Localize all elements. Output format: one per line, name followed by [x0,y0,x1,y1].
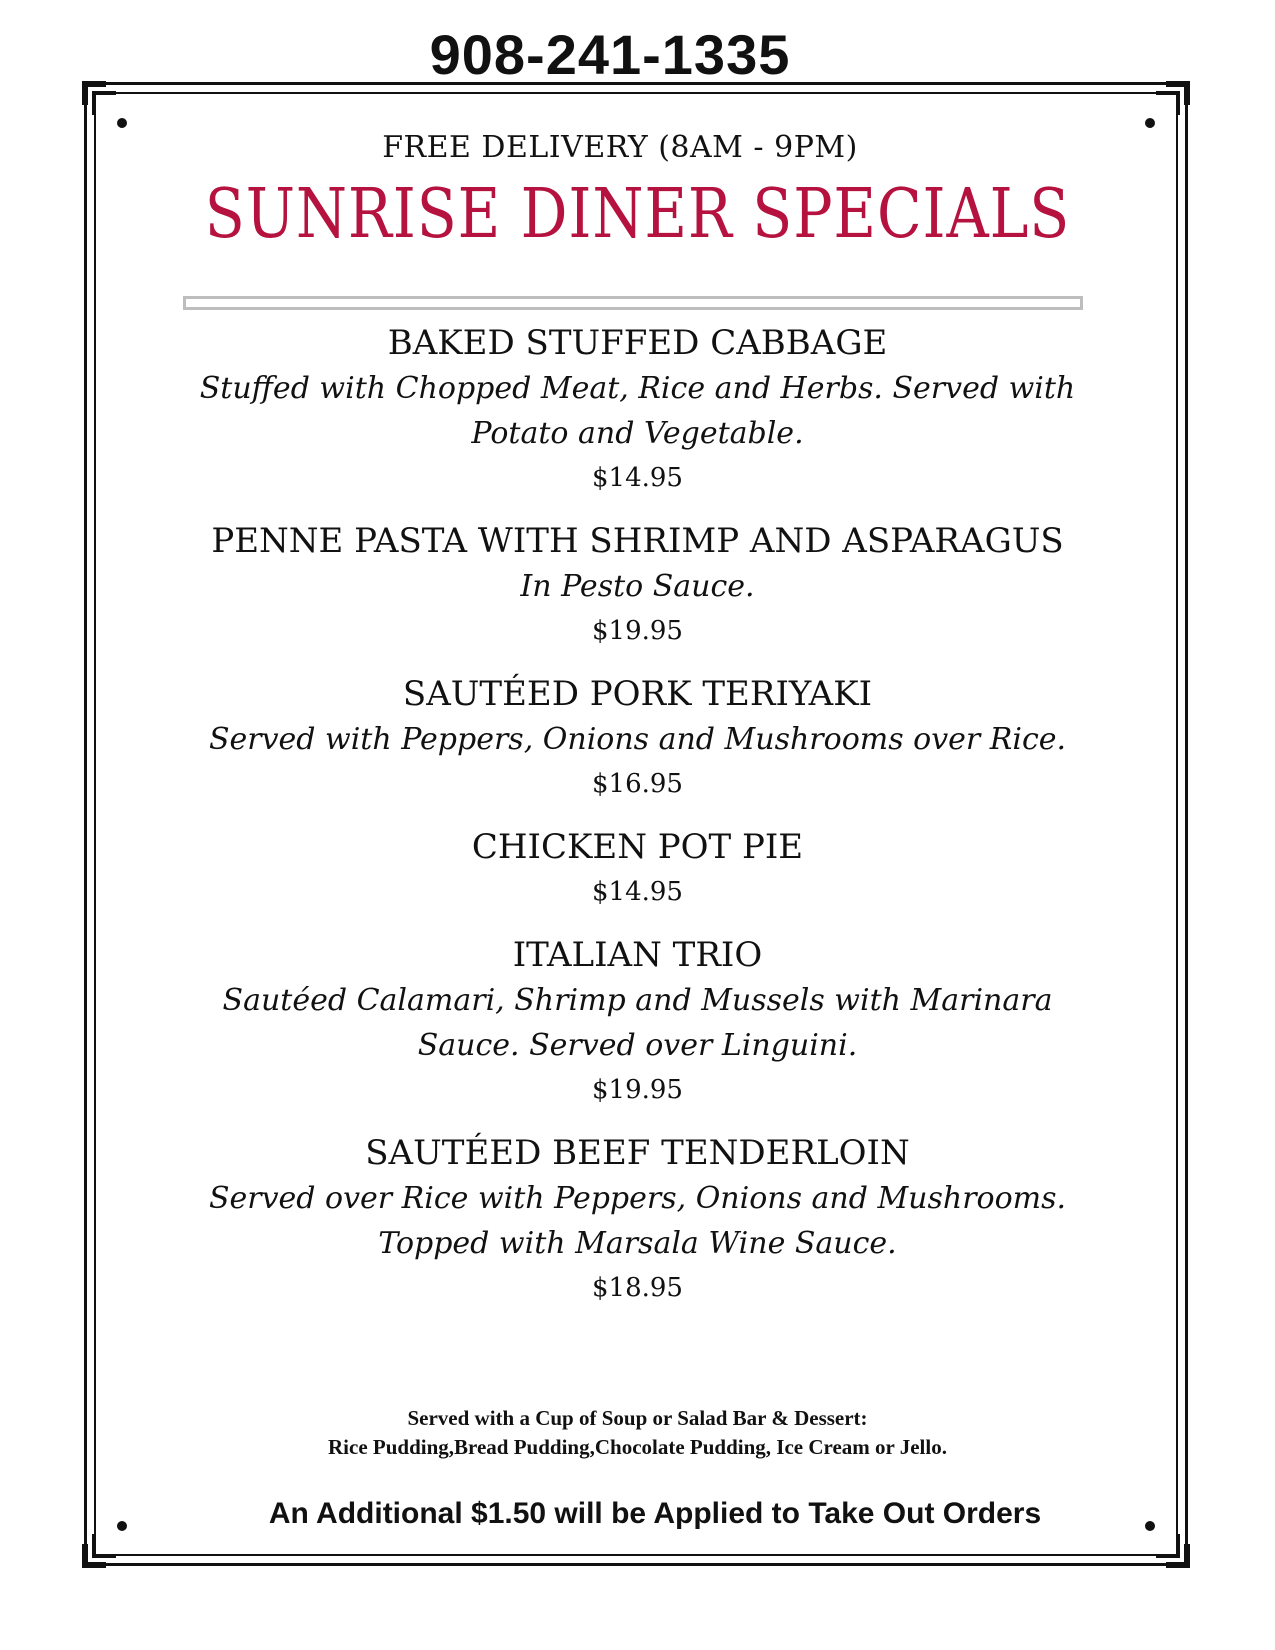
menu-item [0,932,1275,1112]
item-name: CHICKEN POT PIE [471,827,804,867]
item-description: Sautéed Calamari, Shrimp and Mussels with Marinara Sauce. Served over Linguini. [222,983,1053,1063]
menu-item [0,518,1275,653]
item-name: PENNE PASTA WITH SHRIMP AND ASPARAGUS [211,521,1064,561]
delivery-notice: FREE DELIVERY (8AM - 9PM) [382,130,858,165]
item-name: SAUTÉED BEEF TENDERLOIN [365,1133,910,1173]
item-description: In Pesto Sauce. [520,569,755,604]
item-price: $19.95 [592,1075,683,1105]
item-description: Stuffed with Chopped Meat, Rice and Herbs. Served with Potato and Vegetable. [199,371,1076,451]
menu-item [0,671,1275,806]
item-price: $19.95 [592,616,683,646]
served-with-note [0,1404,1275,1462]
item-description: Served over Rice with Peppers, Onions and Mushrooms. Topped with Marsala Wine Sauce. [208,1181,1067,1261]
page-title: SUNRISE DINER SPECIALS [204,175,1071,254]
item-name: ITALIAN TRIO [512,935,763,975]
menu-item [0,320,1275,500]
item-price: $18.95 [592,1273,683,1303]
phone-number: 908-241-1335 [429,23,791,86]
specials-list [0,320,1275,1328]
takeout-surcharge-note: An Additional $1.50 will be Applied to Take Out Orders [268,1497,1042,1530]
served-line-1: Served with a Cup of Soup or Salad Bar & Dessert: [407,1406,868,1430]
item-description: Served with Peppers, Onions and Mushrooms over Rice. [208,722,1067,757]
item-price: $16.95 [592,769,683,799]
served-line-2: Rice Pudding,Bread Pudding,Chocolate Pudding, Ice Cream or Jello. [328,1435,947,1459]
item-price: $14.95 [592,463,683,493]
menu-item [0,824,1275,914]
menu-item [0,1130,1275,1310]
item-name: SAUTÉED PORK TERIYAKI [402,674,873,714]
item-price: $14.95 [592,877,683,907]
title-divider [183,296,1083,310]
item-name: BAKED STUFFED CABBAGE [387,323,888,363]
